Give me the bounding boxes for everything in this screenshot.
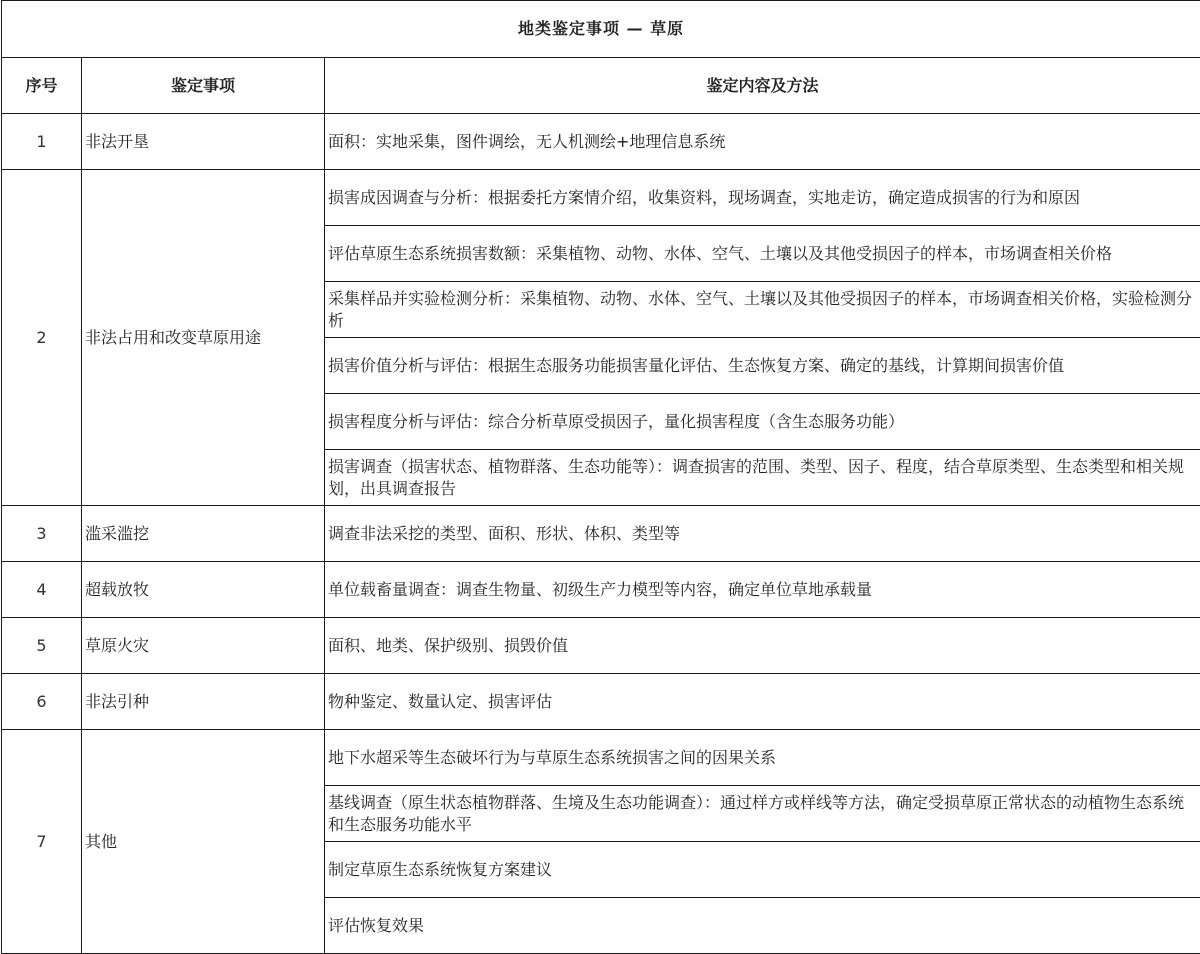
header-row	[2, 58, 1200, 114]
row-content: 采集样品并实验检测分析：采集植物、动物、水体、空气、土壤以及其他受损因子的样本，市场调查相关价格，实验检测分析	[325, 282, 1200, 338]
row-content: 损害程度分析与评估：综合分析草原受损因子，量化损害程度（含生态服务功能）	[325, 394, 1200, 450]
row-content: 单位载畜量调查：调查生物量、初级生产力模型等内容，确定单位草地承载量	[325, 562, 1200, 618]
row-item: 超载放牧	[82, 562, 325, 618]
row-item: 非法引种	[82, 674, 325, 730]
row-content: 物种鉴定、数量认定、损害评估	[325, 674, 1200, 730]
row-content: 面积、地类、保护级别、损毁价值	[325, 618, 1200, 674]
row-content: 损害成因调查与分析：根据委托方案情介绍，收集资料，现场调查，实地走访，确定造成损害的行为和原因	[325, 170, 1200, 226]
row-content: 调查非法采挖的类型、面积、形状、体积、类型等	[325, 506, 1200, 562]
header-item: 鉴定事项	[82, 58, 325, 114]
row-number: 7	[2, 730, 82, 954]
row-content: 制定草原生态系统恢复方案建议	[325, 842, 1200, 898]
row-content: 评估恢复效果	[325, 898, 1200, 954]
row-item: 滥采滥挖	[82, 506, 325, 562]
row-number: 3	[2, 506, 82, 562]
row-number: 4	[2, 562, 82, 618]
row-content: 损害调查（损害状态、植物群落、生态功能等）：调查损害的范围、类型、因子、程度，结合草原类型、生态类型和相关规划，出具调查报告	[325, 450, 1200, 506]
row-content: 地下水超采等生态破坏行为与草原生态系统损害之间的因果关系	[325, 730, 1200, 786]
row-item: 非法占用和改变草原用途	[82, 170, 325, 506]
row-number: 2	[2, 170, 82, 506]
table-row	[2, 170, 1200, 226]
row-item: 非法开垦	[82, 114, 325, 170]
row-content: 基线调查（原生状态植物群落、生境及生态功能调查）：通过样方或样线等方法，确定受损草原正常状态的动植物生态系统和生态服务功能水平	[325, 786, 1200, 842]
table-row	[2, 618, 1200, 674]
title-row	[2, 1, 1200, 58]
header-no: 序号	[2, 58, 82, 114]
row-content: 评估草原生态系统损害数额：采集植物、动物、水体、空气、土壤以及其他受损因子的样本，市场调查相关价格	[325, 226, 1200, 282]
row-number: 5	[2, 618, 82, 674]
table-title: 地类鉴定事项 — 草原	[2, 1, 1200, 58]
row-number: 1	[2, 114, 82, 170]
row-item: 其他	[82, 730, 325, 954]
row-content: 面积：实地采集，图件调绘，无人机测绘+地理信息系统	[325, 114, 1200, 170]
table-row	[2, 506, 1200, 562]
table-row	[2, 562, 1200, 618]
table-row	[2, 114, 1200, 170]
table-row	[2, 674, 1200, 730]
table-body	[2, 114, 1200, 954]
row-content: 损害价值分析与评估：根据生态服务功能损害量化评估、生态恢复方案、确定的基线，计算期间损害价值	[325, 338, 1200, 394]
table-row	[2, 730, 1200, 786]
row-item: 草原火灾	[82, 618, 325, 674]
row-number: 6	[2, 674, 82, 730]
header-content: 鉴定内容及方法	[325, 58, 1200, 114]
appraisal-table	[1, 0, 1200, 954]
